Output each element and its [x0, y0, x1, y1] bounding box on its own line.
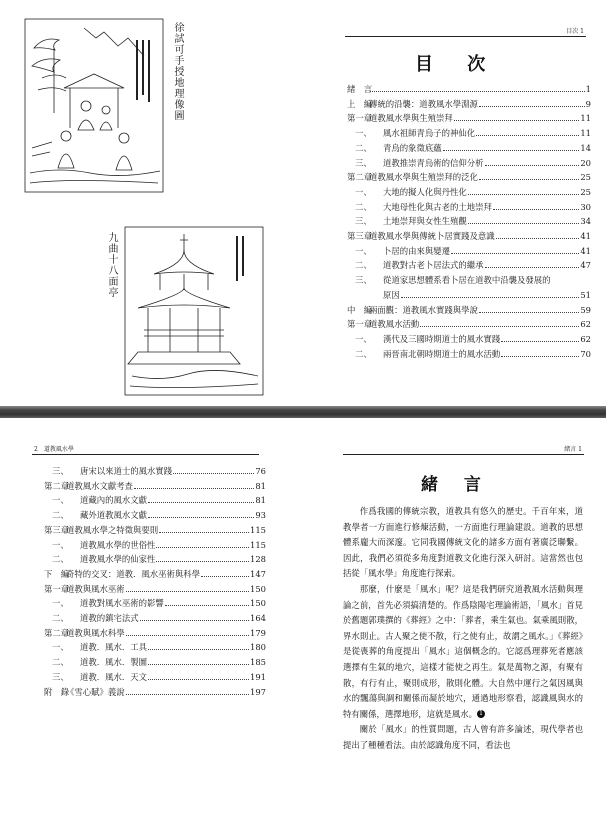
toc-entry-title: 道教．風水．工具	[80, 642, 147, 653]
toc-entry[interactable]	[347, 82, 591, 97]
toc-entry-title: 奇特的交叉：道教．風水巫術與科學	[66, 568, 200, 579]
toc-entry-title: 青烏的象徵底蘊	[383, 142, 442, 153]
toc-entry[interactable]	[347, 317, 591, 332]
toc-entry[interactable]	[44, 523, 266, 538]
toc-leader-dots	[148, 511, 254, 518]
toc-entry-label: 二、	[52, 510, 69, 521]
caption-pavilion: 九曲十八面亭	[106, 232, 117, 298]
toc-entry-title: 土地崇拜與女性生殖觀	[383, 216, 467, 227]
toc-leader-dots	[148, 673, 249, 680]
toc-entry[interactable]	[347, 214, 591, 229]
running-header: 2 道教風水學	[34, 446, 74, 453]
toc-entry-page: 25	[580, 186, 591, 197]
toc-leader-dots	[173, 467, 254, 474]
toc-entry[interactable]	[44, 640, 266, 655]
toc-entry-title: 道教．風水．天文	[80, 671, 147, 682]
toc-entry-label: 一、	[355, 333, 372, 344]
toc-leader-dots	[148, 496, 254, 503]
toc-entry[interactable]	[44, 552, 266, 567]
toc-leader-dots	[140, 614, 249, 621]
toc-entry-page: 62	[580, 333, 591, 344]
toc-entry[interactable]	[347, 185, 591, 200]
toc-entry[interactable]	[44, 670, 266, 685]
toc-entry-title: 風水祖師青烏子的神仙化	[383, 128, 476, 139]
toc-entry-title: 道教風水活動	[369, 319, 420, 330]
toc-entry-page: 11	[580, 113, 591, 124]
toc-entry[interactable]	[44, 567, 266, 582]
toc-entry-label: 第三章	[44, 524, 70, 535]
toc-entry[interactable]	[347, 347, 591, 362]
toc-entry[interactable]	[347, 200, 591, 215]
toc-entry[interactable]	[347, 141, 591, 156]
running-header: 緒言 1	[564, 446, 582, 453]
toc-entry[interactable]	[347, 111, 591, 126]
toc-entry-page: 14	[580, 142, 591, 153]
toc-list	[347, 82, 591, 361]
toc-entry-page: 11	[580, 128, 591, 139]
toc-page-1	[303, 0, 606, 408]
toc-entry[interactable]	[347, 229, 591, 244]
paragraph: 關於「風水」的性質問題，古人曾有許多論述，現代學者也提出了種種看法。由於認識角度不同，看法也	[343, 724, 583, 750]
header-rule	[345, 36, 586, 37]
toc-entry-title: 卜居的由來與變遷	[383, 245, 450, 256]
toc-entry-label: 第二章	[44, 627, 70, 638]
figure-xu-shike-portrait	[24, 18, 164, 193]
toc-leader-dots	[126, 688, 249, 695]
toc-leader-dots	[479, 100, 585, 107]
toc-entry-title: 道教風水學與傳統卜居實踐及意識	[369, 231, 495, 242]
toc-entry-page: 191	[250, 671, 266, 682]
toc-entry[interactable]	[44, 538, 266, 553]
toc-leader-dots	[485, 261, 580, 268]
toc-entry-page: 185	[250, 657, 266, 668]
toc-entry[interactable]	[44, 596, 266, 611]
toc-entry-title: 道教．風水．製圖	[80, 657, 147, 668]
toc-entry-page: 115	[250, 524, 266, 535]
toc-entry-title: 道教與風水科學	[66, 627, 125, 638]
toc-entry[interactable]	[44, 493, 266, 508]
toc-leader-dots	[156, 555, 249, 562]
toc-entry-title: 《雪心賦》義說	[66, 686, 125, 697]
toc-entry-title: 道教風水學的仙家性	[80, 554, 156, 565]
toc-entry[interactable]	[347, 258, 591, 273]
toc-leader-dots	[156, 541, 249, 548]
toc-entry-page: 25	[580, 172, 591, 183]
toc-entry-label: 二、	[52, 554, 69, 565]
toc-entry-page: 180	[250, 642, 266, 653]
illustration-page	[0, 0, 303, 408]
toc-entry-page: 76	[255, 466, 266, 476]
toc-entry-label: 二、	[355, 348, 372, 359]
toc-entry-label: 三、	[355, 216, 372, 227]
toc-entry-title: 兩面觀：道教風水實踐與學說	[369, 304, 478, 315]
toc-entry-title: 道教對風水巫術的影響	[80, 598, 164, 609]
toc-leader-dots	[159, 526, 249, 533]
toc-entry-page: 70	[580, 348, 591, 359]
toc-entry-label: 中 編	[347, 304, 373, 315]
toc-entry-title: 從道家思想體系看卜居在道教中沿襲及發展的	[383, 275, 551, 286]
toc-entry-page: 147	[250, 568, 266, 579]
toc-entry-label: 第一章	[347, 113, 373, 124]
introduction-body	[343, 504, 583, 754]
toc-leader-dots	[126, 629, 249, 636]
toc-entry-page: 41	[580, 231, 591, 242]
toc-entry[interactable]	[347, 332, 591, 347]
toc-entry-label: 三、	[52, 466, 69, 476]
toc-title: 目 次	[415, 54, 500, 75]
toc-entry[interactable]	[347, 170, 591, 185]
toc-entry[interactable]	[347, 303, 591, 318]
toc-entry-label: 附 錄	[44, 686, 70, 697]
toc-leader-dots	[454, 114, 580, 121]
header-rule	[32, 454, 259, 455]
toc-entry-title: 藏外道教風水文獻	[80, 510, 147, 521]
toc-entry-label: 第二章	[347, 172, 373, 183]
toc-leader-dots	[201, 570, 249, 577]
introduction-page	[303, 418, 606, 826]
toc-leader-dots	[401, 291, 580, 298]
toc-leader-dots	[468, 217, 580, 224]
toc-entry-label: 二、	[355, 201, 372, 212]
toc-entry-title: 道教風水學的世俗性	[80, 539, 156, 550]
toc-entry-page: 34	[580, 216, 591, 227]
toc-entry-page: 59	[580, 304, 591, 315]
toc-entry-page: 62	[580, 319, 591, 330]
toc-entry-title: 道教與風水巫術	[66, 583, 125, 594]
toc-leader-dots	[496, 232, 580, 239]
toc-entry-title: 道教對古老卜居法式的繼承	[383, 260, 484, 271]
footnote-marker[interactable]: 1	[477, 710, 485, 718]
toc-entry-label: 三、	[355, 275, 372, 286]
toc-entry-page: 47	[580, 260, 591, 271]
toc-entry-label: 第一章	[44, 583, 70, 594]
toc-leader-dots	[148, 658, 249, 665]
toc-entry-label: 二、	[52, 613, 69, 624]
toc-entry-title: 道教推崇青烏術的信仰分析	[383, 157, 484, 168]
running-header: 目次 1	[566, 28, 584, 35]
toc-entry[interactable]	[44, 582, 266, 597]
paragraph: 那麼，什麼是「風水」呢？這是我們研究道教風水活動與理論之前，首先必須搞清楚的。作爲陰陽宅理論術語，「風水」首見於舊題郭璞撰的《葬經》之中：「葬者，乘生氣也。氣乘風則散，界水則止。古人聚之使不散，行之使有止，故謂之風水。」《葬經》是從喪葬的角度提出「風水」這個概念的。它認爲理葬死者應該選擇有生氣的地穴，這樣才能使之再生。氣是萬物之源，有聚有散，有行有止，聚則成形，散則化體。大自然中運行之氣因風與水的飄蕩與調和關係而凝於地穴，通過地形察看，認識風與水的特有關係，選擇地形，這就是風水。 1	[343, 583, 583, 719]
toc-entry-label: 二、	[355, 142, 372, 153]
toc-entry-page: 9	[585, 98, 591, 109]
toc-entry-label: 第二章	[44, 480, 70, 491]
toc-entry-title: 大地母性化與古老的土地崇拜	[383, 201, 492, 212]
toc-leader-dots	[479, 173, 579, 180]
paragraph: 作爲我國的傳統宗教，道教具有悠久的歷史。千百年來，道教學者一方面進行修煉活動，一方面進行理論建設。道教的思想體系龐大而深邃。它同我國傳統文化的諸多方面有著廣泛聯繫。因此，我們必須從多角度對道教文化進行深入研討。這當然也包括從「風水學」角度進行探索。	[343, 506, 583, 579]
toc-entry-title: 道教風水學與生殖崇拜	[369, 113, 453, 124]
header-rule	[343, 454, 584, 455]
toc-entry-page: 150	[250, 583, 266, 594]
toc-entry-label: 第一章	[347, 319, 373, 330]
toc-entry-title: 漢代及三國時期道士的風水實踐	[383, 333, 501, 344]
figure-pavilion	[124, 226, 264, 396]
toc-entry-page: 51	[580, 289, 591, 300]
toc-entry-label: 一、	[355, 245, 372, 256]
toc-leader-dots	[485, 159, 580, 166]
toc-leader-dots	[501, 350, 579, 357]
toc-leader-dots	[476, 129, 579, 136]
toc-leader-dots	[148, 643, 249, 650]
toc-entry-label: 一、	[52, 642, 69, 653]
toc-entry-label: 下 編	[44, 568, 70, 579]
toc-leader-dots	[126, 585, 249, 592]
toc-entry-page: 81	[255, 495, 266, 506]
toc-leader-dots	[165, 599, 249, 606]
toc-leader-dots	[420, 320, 579, 327]
toc-leader-dots	[493, 203, 579, 210]
toc-entry-label: 緒 言	[347, 84, 373, 94]
toc-entry-title: 道教風水文獻考查	[66, 480, 133, 491]
toc-entry-label: 一、	[52, 598, 69, 609]
toc-entry-label: 三、	[52, 671, 69, 682]
toc-entry-page: 164	[250, 613, 266, 624]
toc-entry[interactable]	[347, 97, 591, 112]
toc-entry[interactable]	[44, 479, 266, 494]
toc-entry-label: 一、	[52, 495, 69, 506]
introduction-title: 緒 言	[421, 475, 491, 495]
toc-entry-label: 一、	[355, 186, 372, 197]
toc-entry[interactable]	[44, 611, 266, 626]
toc-entry[interactable]	[347, 288, 591, 303]
toc-entry-page: 197	[250, 686, 266, 697]
toc-entry-label: 一、	[52, 539, 69, 550]
toc-leader-dots	[443, 144, 580, 151]
toc-leader-dots	[479, 306, 579, 313]
toc-entry-label: 二、	[355, 260, 372, 271]
toc-entry[interactable]	[347, 156, 591, 171]
toc-entry[interactable]	[44, 508, 266, 523]
toc-list	[44, 464, 266, 699]
toc-leader-dots	[468, 188, 580, 195]
toc-entry-page: 30	[580, 201, 591, 212]
toc-entry-title: 原因	[383, 289, 400, 300]
toc-leader-dots	[501, 335, 579, 342]
toc-entry-label: 上 編	[347, 98, 373, 109]
toc-entry[interactable]	[44, 626, 266, 641]
toc-entry-title: 道藏內的風水文獻	[80, 495, 147, 506]
toc-entry-page: 179	[250, 627, 266, 638]
toc-entry-page: 128	[250, 554, 266, 565]
toc-entry[interactable]	[347, 126, 591, 141]
caption-portrait: 徐試可手授地理像圖	[172, 22, 183, 121]
toc-entry[interactable]	[347, 244, 591, 259]
toc-entry-page: 81	[255, 480, 266, 491]
toc-entry-label: 三、	[355, 157, 372, 168]
toc-leader-dots	[134, 482, 254, 489]
toc-leader-dots	[370, 85, 585, 92]
toc-entry-page: 1	[585, 84, 591, 94]
toc-page-2	[0, 418, 303, 826]
toc-entry-page: 115	[250, 539, 266, 550]
toc-entry[interactable]	[44, 685, 266, 700]
toc-entry-title: 傳統的沿襲：道教風水學淵源	[369, 98, 478, 109]
toc-entry-label: 二、	[52, 657, 69, 668]
toc-entry-page: 20	[580, 157, 591, 168]
toc-entry-title: 道教風水學與生殖崇拜的泛化	[369, 172, 478, 183]
toc-entry-title: 兩晉南北朝時期道士的風水活動	[383, 348, 501, 359]
toc-entry[interactable]	[347, 273, 591, 288]
toc-entry-title: 道教的鎮宅法式	[80, 613, 139, 624]
toc-entry[interactable]	[44, 464, 266, 479]
toc-entry-title: 大地的擬人化與丹性化	[383, 186, 467, 197]
toc-entry[interactable]	[44, 655, 266, 670]
toc-entry-page: 93	[255, 510, 266, 521]
toc-entry-title: 道教風水學之特徵與要則	[66, 524, 159, 535]
toc-entry-label: 第三章	[347, 231, 373, 242]
toc-entry-title: 唐宋以來道士的風水實踐	[80, 466, 173, 476]
toc-entry-page: 41	[580, 245, 591, 256]
toc-entry-page: 150	[250, 598, 266, 609]
toc-leader-dots	[451, 247, 579, 254]
toc-entry-label: 一、	[355, 128, 372, 139]
